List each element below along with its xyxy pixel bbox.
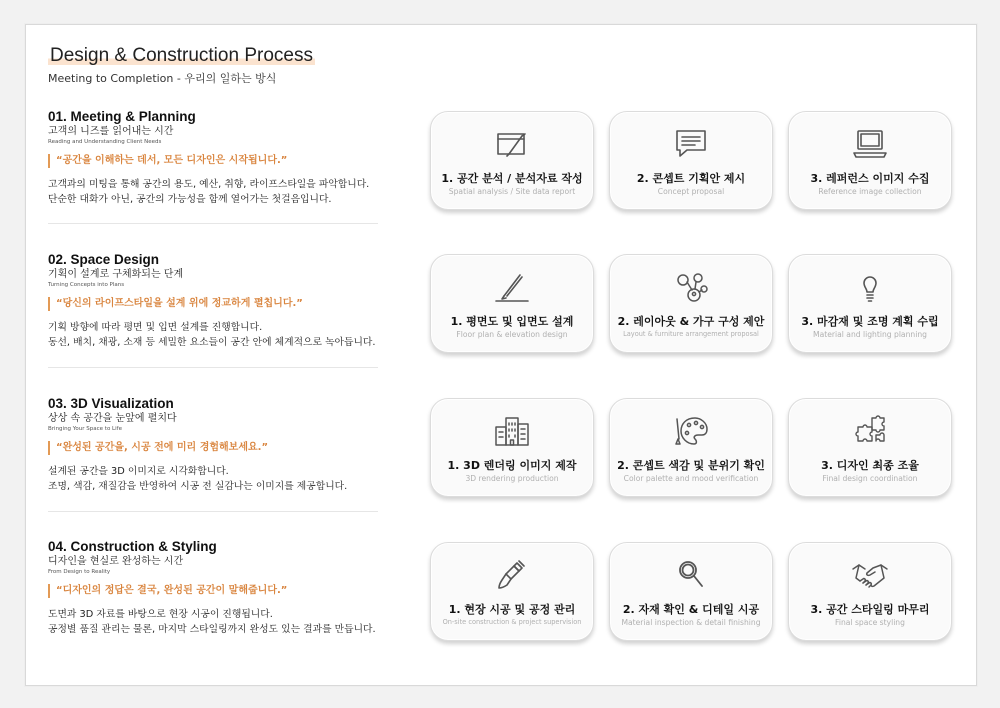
section-quote: “완성된 공간을, 시공 전에 미리 경험해보세요.” xyxy=(48,441,388,455)
section-english-subtitle: Turning Concepts into Plans xyxy=(48,282,125,288)
card-title: 2. 콘셉트 기획안 제시 xyxy=(636,172,746,185)
card-subtitle: Concept proposal xyxy=(657,187,725,196)
card-title: 1. 평면도 및 입면도 설계 xyxy=(450,315,574,328)
section-space-design xyxy=(48,252,388,350)
section-body-line: 조명, 색감, 재질감을 반영하여 시공 전 실감나는 이미지를 제공합니다. xyxy=(48,481,348,492)
palette-icon xyxy=(671,413,711,449)
process-card-concept-proposal xyxy=(609,111,773,210)
process-card-construction-supervision xyxy=(430,542,594,641)
section-quote: “디자인의 정답은 결국, 완성된 공간이 말해줍니다.” xyxy=(48,584,388,598)
section-english-subtitle: From Design to Reality xyxy=(48,569,111,575)
process-card-color-mood xyxy=(609,398,773,497)
layout-network-icon xyxy=(671,269,711,305)
section-body-line: 도면과 3D 자료를 바탕으로 현장 시공이 진행됩니다. xyxy=(48,609,273,620)
monitor-icon xyxy=(850,126,890,162)
section-korean-subtitle: 상상 속 공간을 눈앞에 펼치다 xyxy=(48,413,177,424)
process-card-space-styling xyxy=(788,542,952,641)
section-quote: “공간을 이해하는 데서, 모든 디자인은 시작됩니다.” xyxy=(48,154,388,168)
section-body-line: 고객과의 미팅을 통해 공간의 용도, 예산, 취향, 라이프스타일을 파악합니다. xyxy=(48,179,370,190)
handshake-icon xyxy=(850,557,890,593)
section-body-line: 공정별 품질 관리는 물론, 마지막 스타일링까지 완성도 있는 결과를 만듭니다. xyxy=(48,624,376,635)
section-title: 02. Space Design xyxy=(48,252,160,267)
card-subtitle: On-site construction & project supervision xyxy=(442,618,582,626)
card-subtitle: Layout & furniture arrangement proposal xyxy=(623,330,759,338)
speech-bubble-icon xyxy=(671,126,711,162)
section-english-subtitle: Reading and Understanding Client Needs xyxy=(48,139,162,145)
card-subtitle: Material and lighting planning xyxy=(813,330,927,339)
pen-drawing-icon xyxy=(492,269,532,305)
section-title: 03. 3D Visualization xyxy=(48,396,174,411)
section-divider xyxy=(48,223,378,224)
card-title: 1. 공간 분석 / 분석자료 작성 xyxy=(441,172,583,185)
paint-brush-icon xyxy=(492,557,532,593)
section-meeting-planning xyxy=(48,109,388,207)
page-title: Design & Construction Process xyxy=(50,45,313,66)
card-title: 2. 레이아웃 & 가구 구성 제안 xyxy=(617,315,765,328)
card-title: 1. 3D 렌더링 이미지 제작 xyxy=(447,459,577,472)
process-card-3d-rendering xyxy=(430,398,594,497)
section-korean-subtitle: 고객의 니즈를 읽어내는 시간 xyxy=(48,126,174,137)
process-card-layout-furniture xyxy=(609,254,773,353)
process-card-spatial-analysis xyxy=(430,111,594,210)
section-korean-subtitle: 기획이 설계로 구체화되는 단계 xyxy=(48,269,184,280)
card-subtitle: Final design coordination xyxy=(822,474,918,483)
section-construction-styling xyxy=(48,539,388,637)
card-title: 2. 콘셉트 색감 및 분위기 확인 xyxy=(617,459,765,472)
spatial-analysis-icon xyxy=(492,126,532,162)
buildings-icon xyxy=(492,413,532,449)
card-title: 3. 마감재 및 조명 계획 수립 xyxy=(801,315,939,328)
process-card-material-inspection xyxy=(609,542,773,641)
lightbulb-icon xyxy=(850,269,890,305)
card-subtitle: Reference image collection xyxy=(818,187,922,196)
section-body-line: 설계된 공간을 3D 이미지로 시각화합니다. xyxy=(48,466,229,477)
section-body xyxy=(48,464,388,494)
card-subtitle: Final space styling xyxy=(835,618,905,627)
card-title: 3. 공간 스타일링 마무리 xyxy=(810,603,930,616)
section-body xyxy=(48,320,388,350)
section-body xyxy=(48,177,388,207)
card-subtitle: Spatial analysis / Site data report xyxy=(448,187,576,196)
section-body-line: 단순한 대화가 아닌, 공간의 가능성을 함께 열어가는 첫걸음입니다. xyxy=(48,194,332,205)
process-card-final-coordination xyxy=(788,398,952,497)
card-subtitle: 3D rendering production xyxy=(465,474,559,483)
section-title: 04. Construction & Styling xyxy=(48,539,217,554)
card-title: 3. 레퍼런스 이미지 수집 xyxy=(810,172,930,185)
section-3d-visualization xyxy=(48,396,388,494)
page-subtitle: Meeting to Completion - 우리의 일하는 방식 xyxy=(48,72,277,85)
card-title: 1. 현장 시공 및 공정 관리 xyxy=(448,603,576,616)
puzzle-icon xyxy=(850,413,890,449)
card-subtitle: Material inspection & detail finishing xyxy=(621,618,761,627)
section-body xyxy=(48,607,388,637)
section-body-line: 기획 방향에 따라 평면 및 입면 설계를 진행합니다. xyxy=(48,322,263,333)
process-card-floor-plan xyxy=(430,254,594,353)
section-english-subtitle: Bringing Your Space to Life xyxy=(48,426,122,432)
process-page xyxy=(25,24,977,686)
card-subtitle: Floor plan & elevation design xyxy=(456,330,568,339)
section-quote: “당신의 라이프스타일을 설계 위에 정교하게 펼칩니다.” xyxy=(48,297,388,311)
section-korean-subtitle: 디자인을 현실로 완성하는 시간 xyxy=(48,556,184,567)
card-subtitle: Color palette and mood verification xyxy=(623,474,759,483)
card-title: 2. 자재 확인 & 디테일 시공 xyxy=(622,603,760,616)
section-title: 01. Meeting & Planning xyxy=(48,109,196,124)
section-divider xyxy=(48,511,378,512)
process-card-reference-images xyxy=(788,111,952,210)
magnifier-icon xyxy=(671,557,711,593)
section-body-line: 동선, 배치, 채광, 소재 등 세밀한 요소들이 공간 안에 체계적으로 녹아듭니다. xyxy=(48,337,376,348)
card-title: 3. 디자인 최종 조율 xyxy=(821,459,919,472)
process-card-material-lighting xyxy=(788,254,952,353)
section-divider xyxy=(48,367,378,368)
